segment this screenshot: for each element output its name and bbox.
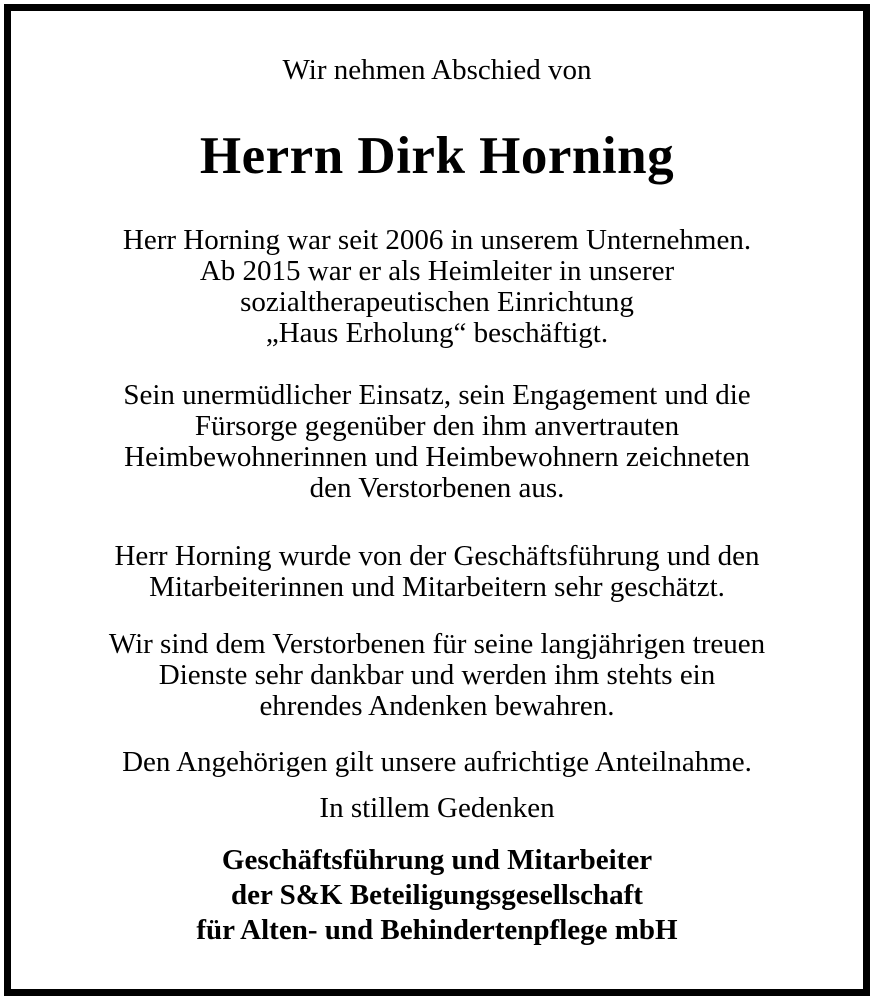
intro-text: Wir nehmen Abschied von — [282, 54, 592, 86]
paragraph-gratitude — [11, 629, 863, 722]
paragraph-line: Sein unermüdlicher Einsatz, sein Engagement und die — [123, 379, 751, 411]
deceased-name: Herrn Dirk Horning — [199, 127, 675, 185]
signature-block — [11, 843, 863, 948]
paragraph-line: Fürsorge gegenüber den ihm anvertrauten — [194, 410, 680, 442]
paragraph-line: „Haus Erholung“ beschäftigt. — [265, 317, 609, 349]
paragraph-line: Ab 2015 war er als Heimleiter in unserer — [199, 255, 675, 287]
paragraph-condolences — [11, 747, 863, 778]
paragraph-line: sozialtherapeutischen Einrichtung — [240, 286, 634, 318]
paragraph-line: den Verstorbenen aus. — [309, 472, 565, 504]
signature-line: Geschäftsführung und Mitarbeiter — [221, 844, 653, 876]
closing-phrase — [11, 793, 863, 824]
obituary-notice-frame — [4, 4, 870, 996]
paragraph-line: Herr Horning wurde von der Geschäftsführung und den — [114, 540, 760, 572]
paragraph-line: Heimbewohnerinnen und Heimbewohnern zeichneten — [124, 441, 750, 473]
paragraph-line: Dienste sehr dankbar und werden ihm stehts ein — [158, 659, 716, 691]
signature-line: für Alten- und Behindertenpflege mbH — [196, 914, 678, 946]
paragraph-line: ehrendes Andenken bewahren. — [259, 690, 615, 722]
paragraph-appreciation — [11, 541, 863, 603]
paragraph-line: Herr Horning war seit 2006 in unserem Unternehmen. — [122, 224, 752, 256]
paragraph-line: Mitarbeiterinnen und Mitarbeitern sehr geschätzt. — [149, 571, 725, 603]
paragraph-line: In stillem Gedenken — [319, 792, 555, 824]
paragraph-line: Den Angehörigen gilt unsere aufrichtige Anteilnahme. — [122, 746, 752, 778]
paragraph-line: Wir sind dem Verstorbenen für seine langjährigen treuen — [108, 628, 766, 660]
paragraph-employment — [11, 225, 863, 349]
signature-line: der S&K Beteiligungsgesellschaft — [231, 879, 643, 911]
paragraph-engagement — [11, 380, 863, 504]
